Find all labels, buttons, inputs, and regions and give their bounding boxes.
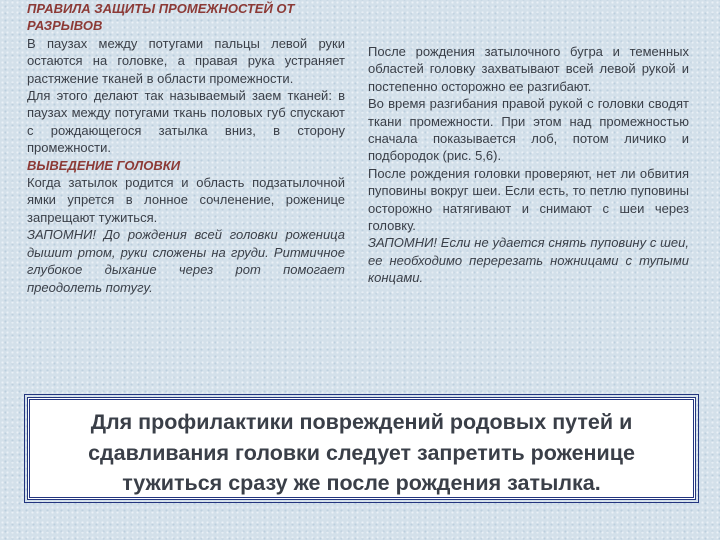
- paragraph-occiput-born: Когда затылок родится и область подзатылочной ямки упрется в лонное сочленение, роженице запрещают тужиться.: [27, 175, 345, 225]
- section-heading-head-delivery: ВЫВЕДЕНИЕ ГОЛОВКИ: [27, 157, 181, 173]
- summary-text: Для профилактики повреждений родовых путей и сдавливания головки следует запретить роженице тужиться сразу же после рождения затылка.: [88, 410, 635, 495]
- paragraph-cord-check: После рождения головки проверяют, нет ли обвития пуповины вокруг шеи. Если есть, то петлю пуповины осторожно натягивают и снимают с шеи через головку.: [368, 165, 689, 234]
- paragraph-tissue-loan: Для этого делают так называемый заем тканей: в паузах между потугами ткань половых губ спускают с рождающегося затылка вниз, в сторону промежности.: [27, 88, 345, 156]
- note-remember-breathing: ЗАПОМНИ! До рождения всей головки роженица дышит ртом, руки сложены на груди. Ритмичное глубокое дыхание через рот помогает преодолеть потугу.: [27, 227, 345, 295]
- paragraph-fingers-position: В паузах между потугами пальцы левой руки остаются на головке, а правая рука устраняет растяжение тканей в области промежности.: [27, 35, 345, 86]
- section-heading-perineum-protection: ПРАВИЛА ЗАЩИТЫ ПРОМЕЖНОСТЕЙ ОТ РАЗРЫВОВ: [27, 1, 295, 34]
- note-remember-cord: ЗАПОМНИ! Если не удается снять пуповину с шеи, ее необходимо перерезать ножницами с тупыми концами.: [368, 235, 689, 286]
- paragraph-head-extension: После рождения затылочного бугра и теменных областей головку захватывают всей левой рукой и постепенно осторожно ее разгибают.: [368, 44, 689, 94]
- right-column: [368, 43, 689, 287]
- left-column: [27, 0, 345, 296]
- summary-box: [27, 397, 696, 500]
- paragraph-perineum-tissues: Во время разгибания правой рукой с головки сводят ткани промежности. При этом над промежностью сначала показывается лоб, потом личико и подбородок (рис. 5,6).: [368, 96, 689, 164]
